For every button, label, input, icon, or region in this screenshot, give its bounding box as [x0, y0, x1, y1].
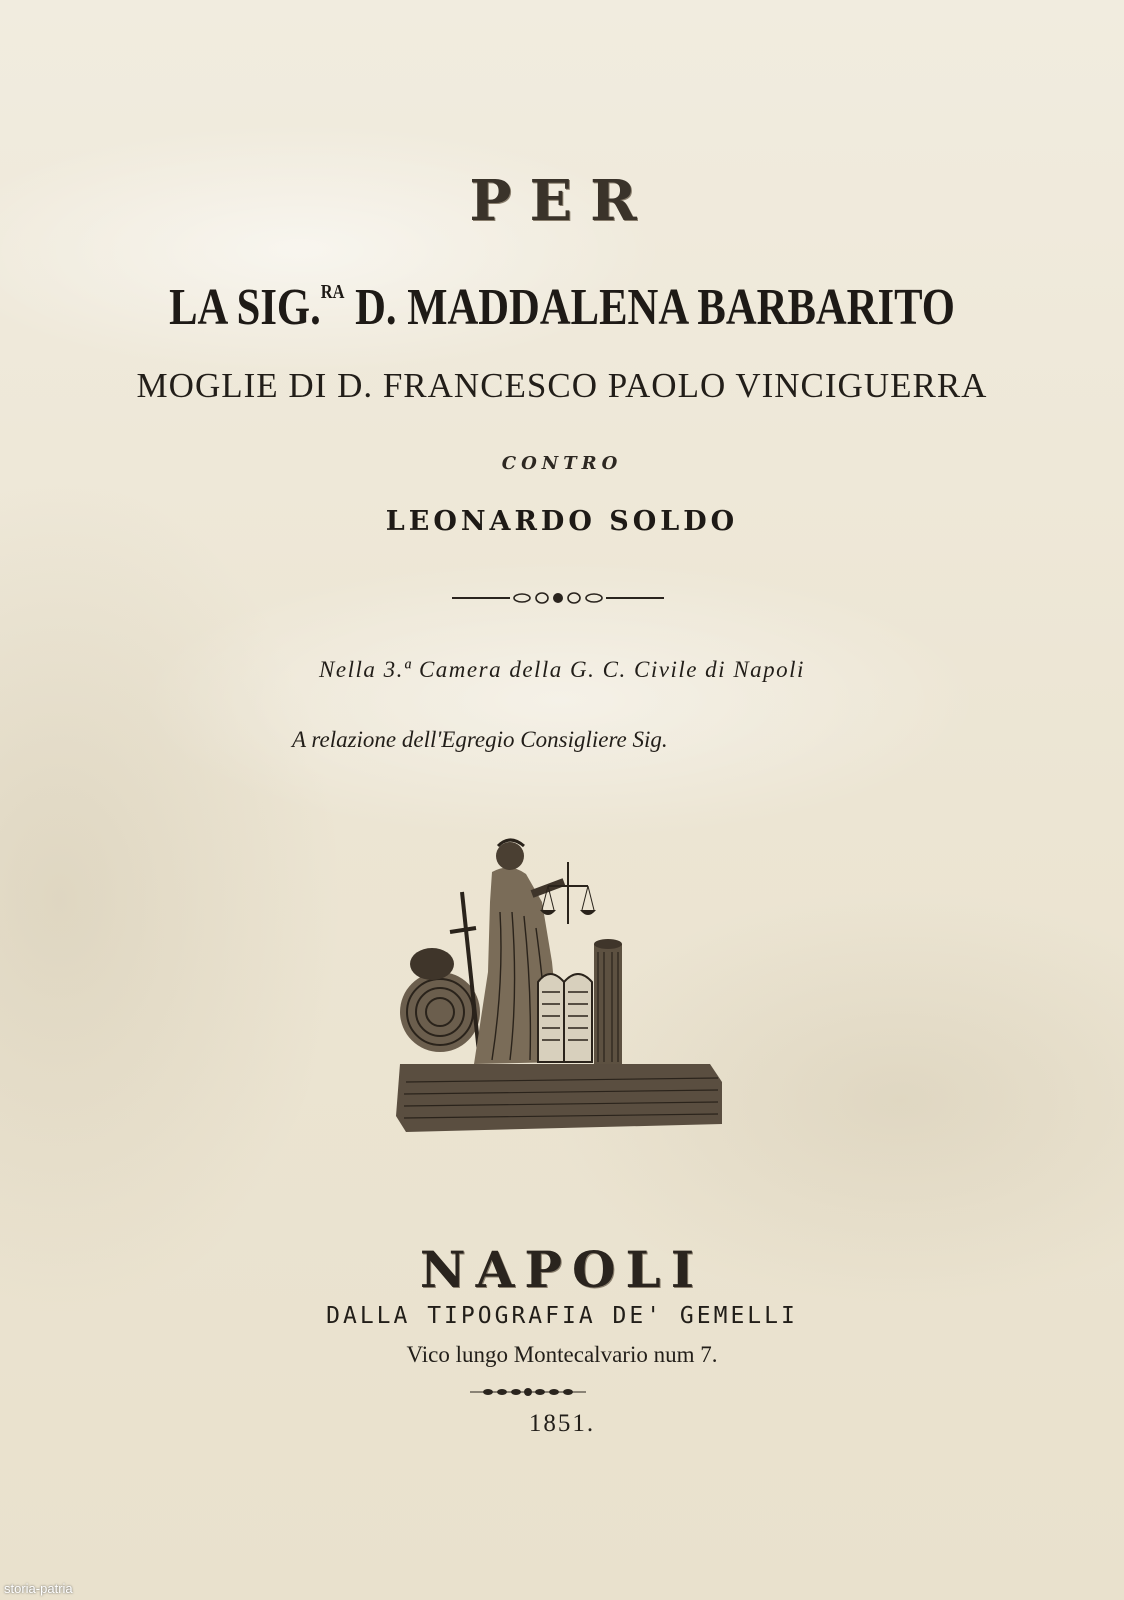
opponent-name: LEONARDO SOLDO: [385, 506, 739, 537]
justice-vignette: [392, 832, 732, 1142]
per-heading: PER: [469, 168, 655, 234]
relazione-line: A relazione dell'Egregio Consigliere Sig.: [292, 727, 668, 752]
city-heading: NAPOLI: [419, 1240, 705, 1299]
publisher-line: DALLA TIPOGRAFIA DE' GEMELLI: [326, 1303, 798, 1329]
addressee-superscript: RA: [320, 281, 345, 303]
addressee-prefix: LA SIG.: [169, 279, 321, 336]
address-line: Vico lungo Montecalvario num 7.: [406, 1342, 718, 1367]
addressee-line: [101, 278, 1023, 337]
court-line: Nella 3.ª Camera della G. C. Civile di Napoli: [319, 657, 805, 682]
watermark: storia-patria: [4, 1581, 73, 1596]
small-ornament: [468, 1387, 588, 1397]
spouse-line: MOGLIE DI D. FRANCESCO PAOLO VINCIGUERRA: [136, 366, 988, 405]
publication-year: 1851.: [528, 1410, 596, 1437]
ornament-rule: [450, 590, 666, 606]
addressee-name: D. MADDALENA BARBARITO: [355, 279, 955, 336]
contro-label: CONTRO: [501, 453, 623, 474]
